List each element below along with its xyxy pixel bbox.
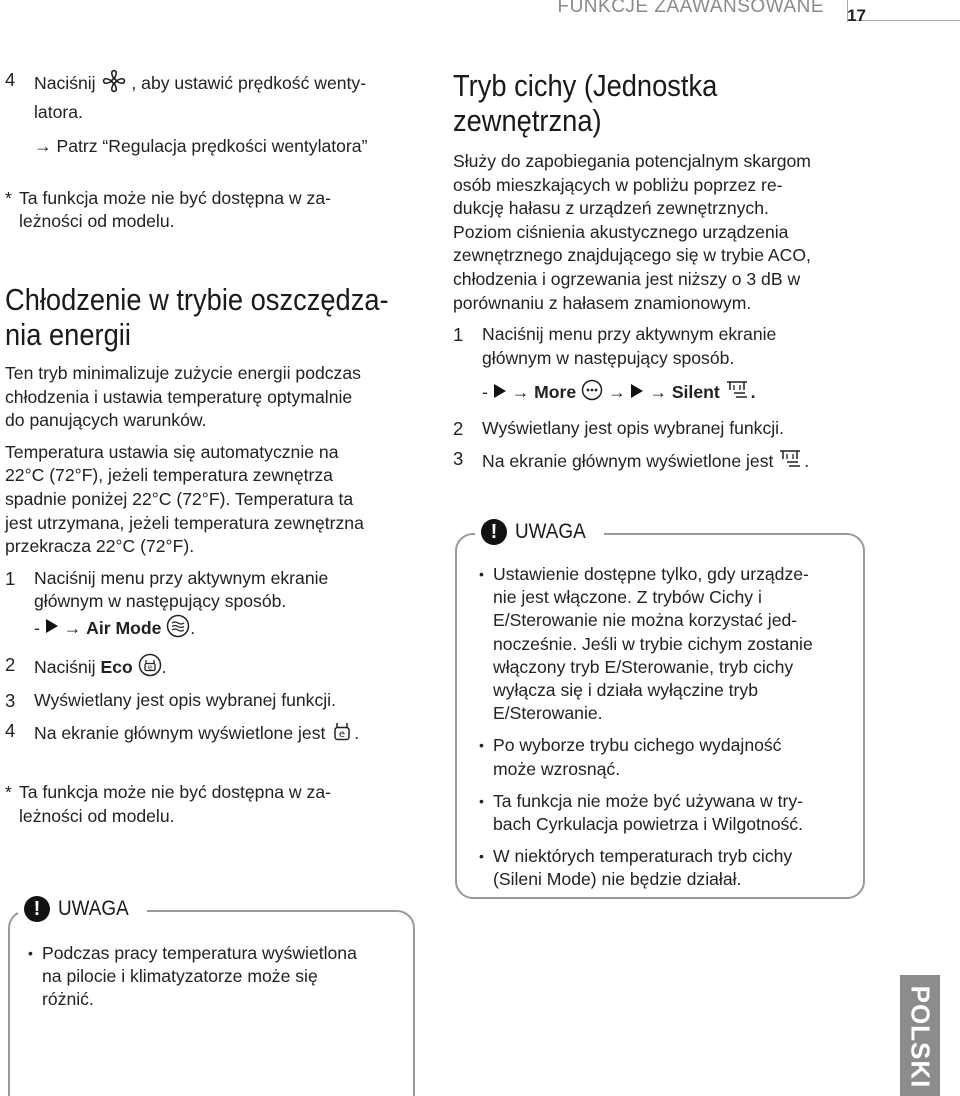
- path-dash: -: [34, 617, 40, 638]
- step-number: 3: [5, 690, 16, 712]
- play-triangle-icon: [630, 382, 644, 406]
- svg-text:e: e: [339, 728, 346, 740]
- caution-list: [479, 563, 859, 901]
- text-line: Temperatura ustawia się automatycznie na: [5, 441, 339, 462]
- text-line: porównaniu z hałasem znamionowym.: [453, 292, 752, 313]
- caution-item: [479, 790, 859, 836]
- text-line: nocześnie. Jeśli w trybie cichym zostanie: [493, 633, 813, 654]
- step-end: .: [354, 722, 360, 743]
- fan-speed-step: [5, 68, 425, 159]
- note-star: *: [5, 187, 12, 208]
- silent-label: Silent: [671, 382, 720, 403]
- silent-step-2: [453, 417, 873, 441]
- heading-line: zewnętrzna): [453, 103, 602, 138]
- step-end: .: [161, 656, 167, 677]
- step-text: Naciśnij menu przy aktywnym ekranie: [34, 567, 329, 588]
- silent-icon: [725, 378, 751, 409]
- silent-mode-heading: [453, 68, 867, 138]
- text-line: chłodzenia i ogrzewania jest niższy o 3 dB w: [453, 268, 801, 289]
- note-line: Ta funkcja może nie być dostępna w za-: [19, 187, 331, 208]
- step-text: głównym w następujący sposób.: [482, 347, 735, 368]
- path-arrow: →: [649, 382, 667, 403]
- right-column: [453, 68, 873, 477]
- svg-text:e: e: [147, 663, 152, 671]
- availability-note: [5, 187, 425, 234]
- text-line: na pilocie i klimatyzatorze może się: [42, 966, 318, 987]
- text-line: E/Sterowanie nie można korzystać jed-: [493, 610, 798, 631]
- text-line: do panujących warunków.: [5, 410, 207, 431]
- warning-icon: !: [24, 896, 50, 922]
- text-line: Ten tryb minimalizuje zużycie energii podczas: [5, 362, 361, 383]
- caution-box-left: [8, 897, 415, 1096]
- text-line: wyłącza się i działa wyłączine tryb: [493, 680, 758, 701]
- warning-icon: !: [481, 519, 507, 545]
- step-text: Naciśnij menu przy aktywnym ekranie: [482, 324, 777, 345]
- more-icon: [581, 379, 603, 408]
- air-mode-icon: [166, 614, 190, 645]
- step-text: , aby ustawić prędkość wenty-: [131, 72, 367, 93]
- caution-item: [479, 734, 859, 780]
- text-line: 22°C (72°F), jeżeli temperatura zewnętrza: [5, 465, 333, 486]
- caution-item: [28, 942, 408, 1012]
- caution-item: [479, 563, 859, 725]
- path-arrow: →: [607, 382, 626, 403]
- path-arrow: →: [511, 382, 530, 403]
- heading-line: Chłodzenie w trybie oszczędza-: [5, 281, 389, 317]
- left-column: [5, 68, 425, 828]
- language-tab-label: POLSKI: [905, 985, 936, 1089]
- step-number: 4: [5, 719, 16, 741]
- text-line: bach Cyrkulacja powietrza i Wilgotność.: [493, 814, 803, 835]
- see-reference: → Patrz “Regulacja prędkości wentylatora”: [34, 136, 368, 157]
- play-triangle-icon: [493, 382, 507, 406]
- caution-header: [475, 519, 604, 545]
- text-line: włączony tryb E/Sterowanie, tryb cichy: [493, 656, 794, 677]
- text-line: zewnętrznego znajdującego się w trybie ACO,: [453, 245, 811, 266]
- eco-step-1: [5, 567, 425, 645]
- eco-step-3: [5, 689, 425, 713]
- caution-header: [18, 896, 147, 922]
- page-header: [530, 0, 960, 30]
- step-text: Wyświetlany jest opis wybranej funkcji.: [34, 690, 336, 711]
- page-number: 17: [847, 6, 866, 25]
- text-line: spadnie poniżej 22°C (72°F). Temperatura ta: [5, 488, 354, 509]
- step-text-cont: latora.: [34, 101, 83, 122]
- silent-step-3: [453, 447, 873, 478]
- text-line: • W niektórych temperaturach tryb cichy: [493, 846, 793, 867]
- eco-temperature-paragraph: [5, 441, 425, 559]
- silent-step-1: [453, 323, 873, 409]
- step-number: 3: [453, 447, 464, 469]
- text-line: • Po wyborze trybu cichego wydajność: [493, 735, 782, 756]
- eco-icon: [138, 653, 162, 684]
- step-number: 1: [5, 567, 16, 589]
- step-number: 2: [453, 417, 464, 439]
- step-text: Naciśnij: [34, 72, 96, 93]
- path-arrow: →: [63, 617, 82, 638]
- text-line: • Ustawienie dostępne tylko, gdy urządze-: [493, 564, 809, 584]
- step-number: 1: [453, 324, 464, 346]
- note-line: leżności od modelu.: [19, 211, 175, 232]
- menu-path: [482, 378, 873, 409]
- path-dash: -: [482, 382, 488, 403]
- path-end: .: [750, 382, 756, 403]
- step-end: .: [804, 450, 810, 471]
- availability-note-2: [5, 781, 425, 828]
- note-line: leżności od modelu.: [19, 805, 175, 826]
- text-line: jest utrzymana, jeżeli temperatura zewnętrzna: [5, 512, 364, 533]
- eco-display-icon: [330, 719, 354, 750]
- step-text: Wyświetlany jest opis wybranej funkcji.: [482, 417, 784, 438]
- eco-step-4: [5, 719, 425, 750]
- text-line: nie jest włączone. Z trybów Cichy i: [493, 587, 762, 608]
- language-tab: [900, 975, 940, 1096]
- step-number: 4: [5, 69, 16, 90]
- silent-intro-paragraph: [453, 150, 873, 315]
- heading-line: Tryb cichy (Jednostka: [453, 68, 718, 103]
- text-line: Służy do zapobiegania potencjalnym skargom: [453, 151, 811, 171]
- eco-step-2: [5, 653, 425, 684]
- path-end: .: [190, 617, 196, 638]
- note-star: *: [5, 782, 12, 803]
- caution-list: [28, 942, 408, 1021]
- silent-display-icon: [778, 447, 804, 478]
- caution-box-right: [455, 520, 865, 899]
- text-line: chłodzenia i ustawia temperaturę optymalnie: [5, 386, 353, 407]
- caution-item: [479, 845, 859, 891]
- step-text: Na ekranie głównym wyświetlone jest: [482, 450, 774, 471]
- eco-intro-paragraph: [5, 362, 425, 433]
- step-text: Naciśnij: [34, 656, 96, 677]
- heading-line: nia energii: [5, 316, 131, 352]
- fan-icon: [101, 68, 127, 101]
- air-mode-label: Air Mode: [86, 617, 162, 638]
- note-line: Ta funkcja może nie być dostępna w za-: [19, 782, 331, 803]
- caution-title: UWAGA: [58, 897, 129, 920]
- step-text: głównym w następujący sposób.: [34, 591, 287, 612]
- step-text: Na ekranie głównym wyświetlone jest: [34, 722, 326, 743]
- text-line: (Sileni Mode) nie będzie działał.: [493, 869, 742, 890]
- text-line: może wzrosnąć.: [493, 758, 621, 779]
- step-number: 2: [5, 653, 16, 675]
- text-line: Poziom ciśnienia akustycznego urządzenia: [453, 221, 789, 242]
- menu-path: [34, 614, 425, 645]
- play-triangle-icon: [45, 617, 59, 641]
- text-line: różnić.: [42, 989, 94, 1010]
- text-line: dukcję hałasu z urządzeń zewnętrznych.: [453, 198, 769, 219]
- section-title: FUNKCJE ZAAWANSOWANE: [557, 0, 824, 17]
- caution-title: UWAGA: [515, 520, 586, 543]
- text-line: • Podczas pracy temperatura wyświetlona: [42, 943, 357, 963]
- eco-cooling-heading: [5, 282, 419, 352]
- more-label: More: [534, 382, 577, 403]
- text-line: E/Sterowanie.: [493, 703, 603, 724]
- text-line: przekracza 22°C (72°F).: [5, 536, 195, 557]
- text-line: osób mieszkających w pobliżu poprzez re-: [453, 174, 783, 195]
- eco-label: Eco: [100, 656, 133, 677]
- text-line: • Ta funkcja nie może być używana w try-: [493, 790, 803, 811]
